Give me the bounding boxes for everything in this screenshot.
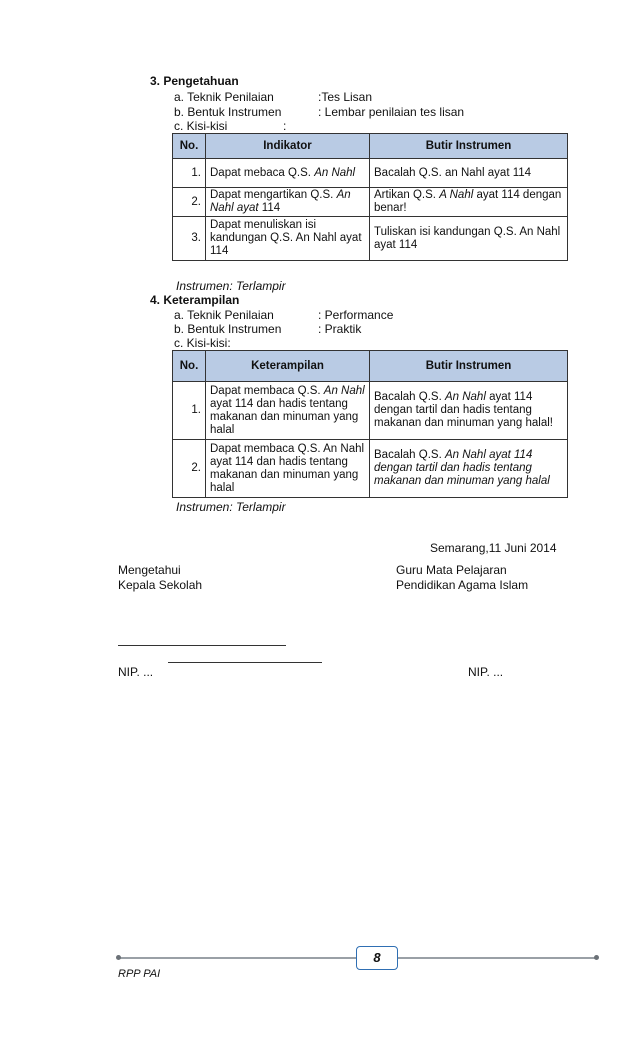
table-row xyxy=(173,440,568,498)
place-date: Semarang,11 Juni 2014 xyxy=(430,541,557,555)
pengetahuan-table xyxy=(172,133,568,261)
row-keterampilan: Dapat membaca Q.S. An Nahl ayat 114 dan hadis tentang makanan dan minuman yang halal xyxy=(206,440,370,498)
right-signer-title: Pendidikan Agama Islam xyxy=(396,578,529,592)
row-no: 3. xyxy=(173,217,206,261)
page-number: 8 xyxy=(356,946,398,970)
row-keterampilan: Dapat membaca Q.S. An Nahl ayat 114 dan hadis tentang makanan dan minuman yang halal xyxy=(206,382,370,440)
right-signature-line xyxy=(168,662,322,663)
footer-dot-left xyxy=(116,955,121,960)
keterampilan-table xyxy=(172,350,568,498)
sec3-kisi-label: c. Kisi-kisi xyxy=(174,119,228,133)
sec3-bentuk-label: b. Bentuk Instrumen xyxy=(174,105,282,119)
row-butir: Bacalah Q.S. an Nahl ayat 114 xyxy=(370,159,568,188)
sec4-teknik-value: : Performance xyxy=(318,308,394,322)
nip-right: NIP. ... xyxy=(468,665,504,679)
sec3-teknik-label: a. Teknik Penilaian xyxy=(174,90,274,104)
row-no: 2. xyxy=(173,440,206,498)
row-indikator: Dapat mebaca Q.S. An Nahl xyxy=(206,159,370,188)
row-no: 1. xyxy=(173,159,206,188)
right-signer-line1: Guru Mata Pelajaran xyxy=(396,563,507,577)
sec4-kisi-label: c. Kisi-kisi: xyxy=(174,336,231,350)
row-no: 1. xyxy=(173,382,206,440)
header-no: No. xyxy=(173,134,206,159)
table-header-row xyxy=(173,351,568,382)
table-row xyxy=(173,159,568,188)
nip-left: NIP. ... xyxy=(118,665,154,679)
left-signature-line xyxy=(118,645,286,646)
sec3-kisi-value: : xyxy=(283,119,287,133)
header-indikator: Indikator xyxy=(206,134,370,159)
sec3-bentuk-value: : Lembar penilaian tes lisan xyxy=(318,105,465,119)
sec3-teknik-value: :Tes Lisan xyxy=(318,90,373,104)
header-butir: Butir Instrumen xyxy=(370,351,568,382)
row-indikator: Dapat mengartikan Q.S. An Nahl ayat 114 xyxy=(206,188,370,217)
sec4-bentuk-value: : Praktik xyxy=(318,322,362,336)
sec4-teknik-label: a. Teknik Penilaian xyxy=(174,308,274,322)
table-row xyxy=(173,217,568,261)
table-row xyxy=(173,188,568,217)
table-row xyxy=(173,382,568,440)
row-butir: Bacalah Q.S. An Nahl ayat 114 dengan tartil dan hadis tentang makanan dan minuman yang halal! xyxy=(370,382,568,440)
header-keterampilan: Keterampilan xyxy=(206,351,370,382)
sec4-bentuk-label: b. Bentuk Instrumen xyxy=(174,322,282,336)
sec4-instrumen-note: Instrumen: Terlampir xyxy=(176,500,286,514)
row-butir: Bacalah Q.S. An Nahl ayat 114 dengan tartil dan hadis tentang makanan dan minuman yang halal xyxy=(370,440,568,498)
row-butir: Tuliskan isi kandungan Q.S. An Nahl ayat 114 xyxy=(370,217,568,261)
section-4-title: 4. Keterampilan xyxy=(150,293,240,307)
footer-doc-label: RPP PAI xyxy=(118,968,161,980)
row-butir: Artikan Q.S. A Nahl ayat 114 dengan benar! xyxy=(370,188,568,217)
row-no: 2. xyxy=(173,188,206,217)
left-signer-title: Kepala Sekolah xyxy=(118,578,203,592)
section-3-title: 3. Pengetahuan xyxy=(150,74,239,88)
sec3-instrumen-note: Instrumen: Terlampir xyxy=(176,279,286,293)
table-header-row xyxy=(173,134,568,159)
footer-dot-right xyxy=(594,955,599,960)
left-signer-line1: Mengetahui xyxy=(118,563,181,577)
header-no: No. xyxy=(173,351,206,382)
header-butir: Butir Instrumen xyxy=(370,134,568,159)
row-indikator: Dapat menuliskan isi kandungan Q.S. An Nahl ayat 114 xyxy=(206,217,370,261)
